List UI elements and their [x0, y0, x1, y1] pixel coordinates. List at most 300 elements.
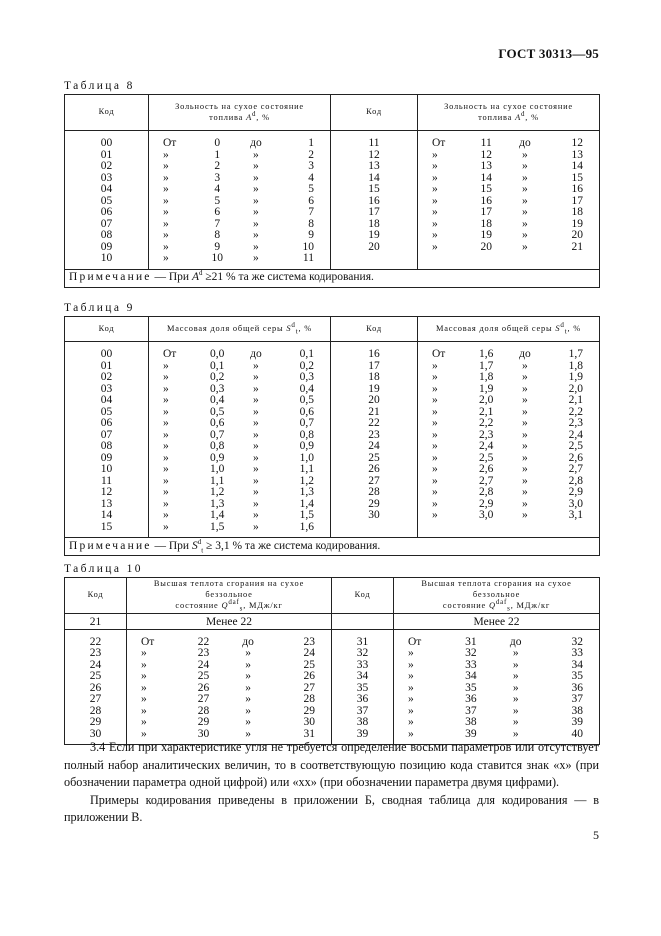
range-to: 3 — [308, 160, 314, 172]
range-cell — [394, 717, 600, 729]
range-sep: » — [245, 670, 251, 682]
range-from: 2,8 — [479, 486, 494, 498]
range-prefix: » — [141, 681, 147, 694]
range-from: 1,7 — [479, 359, 494, 372]
range-to: 4 — [308, 171, 314, 184]
range-prefix: » — [163, 194, 169, 207]
range-cell — [127, 629, 332, 648]
code-cell: 26 — [331, 464, 418, 476]
code-cell: 17 — [331, 361, 418, 373]
range-from: 1,6 — [479, 348, 494, 360]
range-cell — [149, 487, 331, 499]
range-from: 12 — [480, 148, 492, 161]
range-from: 17 — [480, 206, 492, 218]
range-prefix: » — [408, 727, 414, 740]
code-cell: 03 — [65, 384, 149, 396]
range-cell — [149, 184, 331, 196]
table-row — [65, 648, 600, 660]
range-from: 0,4 — [210, 394, 225, 406]
range-sep: » — [253, 520, 259, 533]
table-10-caption: Таблица 10 — [64, 563, 143, 575]
range-from: 14 — [480, 171, 492, 184]
range-to: 1,9 — [568, 371, 583, 383]
table-8 — [64, 94, 600, 288]
code-cell: 04 — [65, 395, 149, 407]
range-prefix: » — [432, 171, 438, 184]
range-cell — [418, 464, 600, 476]
table-8-note: Примечание — При $A^d \ge 21$ % та же система кодирования. — [65, 269, 600, 287]
range-prefix: » — [432, 160, 438, 172]
range-prefix: » — [163, 382, 169, 395]
range-sep: » — [245, 693, 251, 705]
range-to: 0,3 — [299, 371, 314, 383]
range-cell — [149, 395, 331, 407]
range-prefix: » — [163, 206, 169, 218]
range-prefix: » — [432, 474, 438, 487]
range-cell — [418, 207, 600, 219]
table-row — [65, 230, 600, 242]
code-cell: 10 — [65, 253, 149, 269]
range-from: 0,6 — [210, 417, 225, 429]
range-sep: » — [522, 240, 528, 253]
range-to: 0,4 — [299, 382, 314, 395]
range-sep: » — [522, 405, 528, 418]
code-cell: 05 — [65, 196, 149, 208]
range-cell — [149, 196, 331, 208]
range-sep: » — [253, 148, 259, 161]
range-sep: » — [245, 658, 251, 671]
table-row — [65, 395, 600, 407]
range-to: 15 — [571, 171, 583, 184]
range-to: 1,4 — [299, 497, 314, 510]
table-8-header-code-right: Код — [331, 95, 418, 131]
table-row — [65, 342, 600, 361]
range-to: 1,1 — [299, 463, 314, 475]
range-to: 33 — [571, 647, 584, 659]
range-prefix: » — [432, 463, 438, 475]
range-prefix: » — [408, 670, 414, 682]
table-row — [65, 629, 600, 648]
range-sep: » — [522, 171, 528, 184]
table-10-less-row — [65, 614, 600, 630]
range-sep: » — [512, 716, 519, 728]
table-row — [65, 184, 600, 196]
range-from: 5 — [214, 194, 221, 207]
range-prefix: » — [432, 148, 438, 161]
range-sep: » — [512, 658, 519, 671]
range-sep: » — [253, 497, 259, 510]
range-from: 1,2 — [210, 486, 225, 498]
range-from: 0,9 — [210, 451, 225, 464]
range-sep: до — [250, 348, 262, 360]
range-to: 0,1 — [299, 348, 314, 360]
code-cell: 26 — [65, 683, 127, 695]
range-cell — [418, 395, 600, 407]
table-row — [65, 219, 600, 231]
range-sep: » — [253, 451, 259, 464]
range-from: 27 — [197, 693, 210, 705]
range-from: 1,9 — [479, 382, 494, 395]
range-sep: » — [522, 194, 528, 207]
range-to: 29 — [303, 704, 315, 717]
range-prefix: » — [163, 394, 169, 406]
table-row — [65, 510, 600, 522]
range-prefix: » — [432, 486, 438, 498]
range-prefix: » — [163, 474, 169, 487]
range-sep: » — [512, 647, 519, 659]
range-to: 8 — [308, 217, 314, 230]
range-from: 0,0 — [210, 348, 225, 360]
range-sep: » — [253, 382, 259, 395]
range-to: 30 — [303, 716, 315, 728]
range-sep: до — [250, 137, 262, 149]
range-cell — [418, 441, 600, 453]
range-cell — [127, 648, 332, 660]
range-to: 0,8 — [299, 428, 314, 441]
range-prefix: » — [432, 497, 438, 510]
range-from: 1 — [214, 148, 221, 161]
range-prefix: » — [163, 497, 169, 510]
range-prefix: » — [163, 252, 169, 264]
code-cell: 35 — [332, 683, 394, 695]
range-to: 34 — [571, 658, 584, 671]
range-cell — [418, 253, 600, 269]
range-prefix: От — [408, 635, 422, 648]
range-cell — [149, 150, 331, 162]
range-cell — [149, 522, 331, 538]
range-from: 7 — [214, 217, 221, 230]
paragraph-examples: Примеры кодирования приведены в приложении Б, сводная таблица для кодирования — в приложении В. — [64, 792, 599, 825]
code-cell: 34 — [332, 671, 394, 683]
range-cell — [418, 372, 600, 384]
range-to: 28 — [303, 693, 315, 705]
table-10-less-left: Менее 22 — [127, 614, 332, 630]
range-from: 4 — [214, 183, 221, 195]
range-sep: » — [522, 474, 528, 487]
code-cell: 06 — [65, 207, 149, 219]
range-cell — [418, 418, 600, 430]
range-to: 1,8 — [568, 359, 583, 372]
range-from: 1,0 — [210, 463, 225, 475]
range-prefix: » — [408, 681, 414, 694]
code-cell: 00 — [65, 342, 149, 361]
range-sep: » — [253, 229, 259, 241]
range-to: 2,8 — [568, 474, 583, 487]
table-row — [65, 464, 600, 476]
range-prefix: » — [163, 440, 169, 452]
range-to: 2,3 — [568, 417, 583, 429]
code-cell: 16 — [331, 196, 418, 208]
range-prefix: От — [432, 348, 446, 360]
range-sep: » — [253, 160, 259, 172]
table-row — [65, 694, 600, 706]
range-prefix: » — [432, 359, 438, 372]
table-9-header-sulfur-left: Массовая доля общей серы $S^d_t$, % — [149, 317, 331, 342]
range-cell — [418, 184, 600, 196]
range-cell — [149, 253, 331, 269]
code-cell: 14 — [331, 173, 418, 185]
code-cell: 18 — [331, 219, 418, 231]
range-to: 0,2 — [299, 359, 314, 372]
range-to: 2,5 — [568, 440, 583, 452]
range-sep: » — [522, 148, 528, 161]
range-from: 0 — [214, 137, 221, 149]
range-to: 0,7 — [299, 417, 314, 429]
range-cell — [149, 510, 331, 522]
range-from: 11 — [480, 137, 492, 149]
document-header: ГОСТ 30313—95 — [498, 46, 599, 61]
range-to: 1,6 — [299, 520, 314, 533]
code-cell: 05 — [65, 407, 149, 419]
code-cell: 27 — [331, 476, 418, 488]
table-row — [65, 430, 600, 442]
range-sep: » — [512, 681, 519, 694]
range-from: 36 — [465, 693, 477, 705]
code-cell: 19 — [331, 384, 418, 396]
range-sep: » — [245, 727, 251, 740]
range-from: 18 — [480, 217, 492, 230]
range-prefix: » — [163, 171, 169, 184]
range-from: 13 — [480, 160, 492, 172]
range-cell — [394, 694, 600, 706]
range-from: 37 — [465, 704, 477, 717]
code-cell: 22 — [65, 629, 127, 648]
range-to: 1,7 — [568, 348, 583, 360]
range-prefix: » — [163, 371, 169, 383]
range-to: 11 — [302, 252, 314, 264]
table-8-header-code-left: Код — [65, 95, 149, 131]
range-cell — [394, 629, 600, 648]
range-sep: » — [253, 240, 259, 253]
range-from: 2,0 — [479, 394, 494, 406]
range-to: 17 — [571, 194, 583, 207]
table-9 — [64, 316, 600, 556]
table-row — [65, 150, 600, 162]
range-to: 0,5 — [299, 394, 314, 406]
code-cell: 06 — [65, 418, 149, 430]
range-prefix: » — [141, 658, 147, 671]
range-to: 21 — [571, 240, 583, 253]
range-sep: » — [522, 217, 528, 230]
table-10-header-code-right: Код — [332, 578, 394, 614]
range-cell — [394, 660, 600, 672]
code-cell: 15 — [65, 522, 149, 538]
range-to: 2,7 — [568, 463, 583, 475]
range-to: 38 — [571, 704, 584, 717]
table-row — [65, 372, 600, 384]
range-to: 25 — [303, 658, 315, 671]
table-9-header-code-left: Код — [65, 317, 149, 342]
code-cell: 07 — [65, 219, 149, 231]
range-sep: » — [522, 382, 528, 395]
code-cell: 02 — [65, 161, 149, 173]
range-from: 1,4 — [210, 509, 225, 521]
table-row — [65, 131, 600, 150]
code-cell — [331, 522, 418, 538]
range-prefix: » — [432, 405, 438, 418]
table-9-header-sulfur-right: Массовая доля общей серы $S^d_t$, % — [418, 317, 600, 342]
code-cell — [331, 253, 418, 269]
range-from: 25 — [197, 670, 210, 682]
range-to: 0,9 — [299, 440, 314, 452]
range-cell — [149, 131, 331, 150]
range-sep: до — [519, 137, 531, 149]
range-to: 2,6 — [568, 451, 583, 464]
range-sep: » — [245, 716, 251, 728]
range-prefix: » — [432, 440, 438, 452]
code-cell: 18 — [331, 372, 418, 384]
code-cell: 24 — [65, 660, 127, 672]
code-cell: 10 — [65, 464, 149, 476]
range-to: 12 — [571, 137, 583, 149]
range-cell — [149, 464, 331, 476]
code-cell: 12 — [331, 150, 418, 162]
code-cell: 31 — [332, 629, 394, 648]
code-cell: 00 — [65, 131, 149, 150]
range-prefix: » — [141, 727, 147, 740]
range-from: 0,1 — [210, 359, 225, 372]
table-row — [65, 717, 600, 729]
range-cell — [149, 207, 331, 219]
range-to: 31 — [303, 727, 315, 740]
table-9-note: Примечание — При $S^d_t \ge 3,1$ % та же система кодирования. — [65, 538, 600, 556]
range-to: 40 — [571, 727, 584, 740]
range-from: 19 — [480, 229, 492, 241]
range-from: 1,3 — [210, 497, 225, 510]
code-cell: 27 — [65, 694, 127, 706]
range-from: 0,8 — [210, 440, 225, 452]
code-cell: 11 — [331, 131, 418, 150]
range-from: 38 — [465, 716, 477, 728]
table-row — [65, 207, 600, 219]
code-cell: 02 — [65, 372, 149, 384]
range-prefix: » — [432, 371, 438, 383]
range-sep: » — [253, 183, 259, 195]
code-cell: 38 — [332, 717, 394, 729]
range-prefix: » — [163, 240, 169, 253]
range-sep: » — [253, 394, 259, 406]
table-row — [65, 384, 600, 396]
range-from: 2,4 — [479, 440, 494, 452]
range-from: 2 — [214, 160, 221, 172]
table-row — [65, 418, 600, 430]
table-8-caption: Таблица 8 — [64, 80, 135, 92]
table-row — [65, 522, 600, 538]
code-cell: 21 — [331, 407, 418, 419]
code-cell: 17 — [331, 207, 418, 219]
code-cell: 36 — [332, 694, 394, 706]
range-cell — [418, 510, 600, 522]
range-prefix: » — [141, 647, 147, 659]
range-prefix: » — [163, 520, 169, 533]
table-row — [65, 453, 600, 465]
range-prefix: » — [141, 704, 147, 717]
range-sep: » — [253, 486, 259, 498]
code-cell: 29 — [331, 499, 418, 511]
code-cell: 16 — [331, 342, 418, 361]
range-sep: » — [253, 440, 259, 452]
range-from: 22 — [197, 635, 210, 648]
range-to: 32 — [571, 635, 584, 648]
range-to: 7 — [308, 206, 314, 218]
code-cell: 25 — [331, 453, 418, 465]
range-from: 2,2 — [479, 417, 494, 429]
range-to: 14 — [571, 160, 583, 172]
code-cell: 11 — [65, 476, 149, 488]
range-prefix: » — [408, 647, 414, 659]
range-cell — [418, 131, 600, 150]
range-to: 1,0 — [299, 451, 314, 464]
range-from: 2,7 — [479, 474, 494, 487]
range-cell — [394, 671, 600, 683]
range-from: 1,8 — [479, 371, 494, 383]
range-prefix: » — [163, 148, 169, 161]
range-from: 35 — [465, 681, 477, 694]
code-cell: 32 — [332, 648, 394, 660]
range-prefix: » — [163, 451, 169, 464]
range-from: 31 — [465, 635, 477, 648]
range-from: 8 — [214, 229, 221, 241]
range-to: 2,2 — [568, 405, 583, 418]
range-sep: » — [512, 704, 519, 717]
range-sep: до — [519, 348, 531, 360]
code-cell: 07 — [65, 430, 149, 442]
table-row — [65, 173, 600, 185]
range-from: 2,3 — [479, 428, 494, 441]
range-cell — [127, 671, 332, 683]
range-to: 2,0 — [568, 382, 583, 395]
range-from: 3,0 — [479, 509, 494, 521]
range-prefix: » — [163, 160, 169, 172]
range-prefix: » — [432, 394, 438, 406]
range-sep: » — [522, 486, 528, 498]
range-cell — [149, 230, 331, 242]
table-8-header-ash-right: Зольность на сухое состояние топлива $A^d$, % — [418, 95, 600, 131]
range-sep: » — [522, 183, 528, 195]
range-to: 6 — [308, 194, 314, 207]
range-cell — [418, 242, 600, 254]
code-cell: 30 — [331, 510, 418, 522]
range-to: 13 — [571, 148, 583, 161]
range-from: 20 — [480, 240, 492, 253]
table-10-header-heat-right: Высшая теплота сгорания на сухое беззольное состояние $Q^{daf}_s$, МДж/кг — [394, 578, 600, 614]
table-row — [65, 671, 600, 683]
table-10-header-heat-left: Высшая теплота сгорания на сухое беззольное состояние $Q^{daf}_s$, МДж/кг — [127, 578, 332, 614]
range-prefix: » — [432, 240, 438, 253]
range-from: 1,5 — [210, 520, 225, 533]
range-to: 3,1 — [568, 509, 583, 521]
table-row — [65, 441, 600, 453]
range-from: 15 — [480, 183, 492, 195]
range-sep: » — [522, 428, 528, 441]
range-to: 23 — [303, 635, 315, 648]
range-sep: » — [522, 206, 528, 218]
range-to: 3,0 — [568, 497, 583, 510]
range-sep: » — [522, 509, 528, 521]
range-sep: » — [253, 252, 259, 264]
range-prefix: От — [432, 137, 446, 149]
range-from: 33 — [465, 658, 477, 671]
table-row — [65, 242, 600, 254]
range-cell — [418, 342, 600, 361]
table-row — [65, 361, 600, 373]
range-cell — [149, 342, 331, 361]
range-prefix: » — [432, 509, 438, 521]
code-cell: 01 — [65, 150, 149, 162]
range-sep: » — [522, 417, 528, 429]
range-sep: » — [512, 727, 519, 740]
range-sep: » — [522, 463, 528, 475]
